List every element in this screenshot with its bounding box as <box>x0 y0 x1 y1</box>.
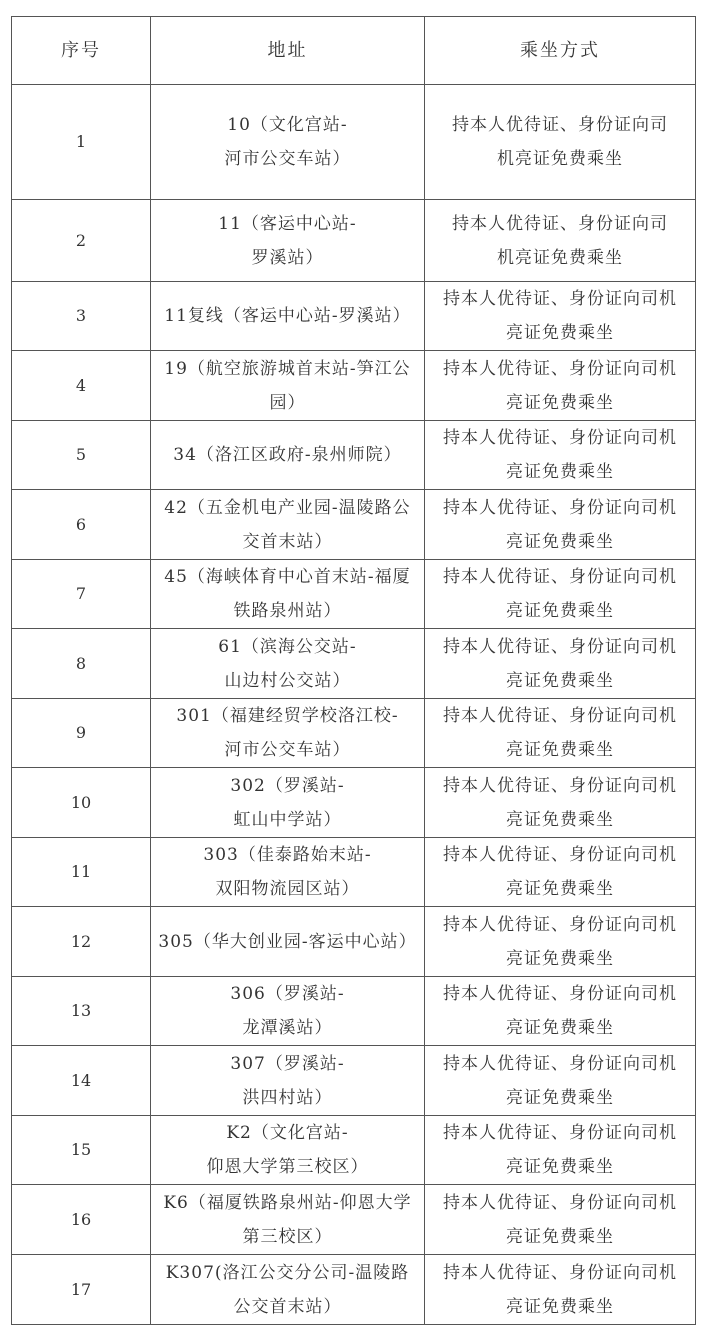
cell-index: 11 <box>12 838 151 907</box>
address-line: 山边村公交站） <box>224 670 351 691</box>
method-line: 亮证免费乘坐 <box>506 392 614 413</box>
address-line: 306（罗溪站- <box>230 984 345 1004</box>
table-row <box>12 1046 696 1116</box>
method-line: 机亮证免费乘坐 <box>497 247 623 268</box>
cell-index: 17 <box>12 1255 151 1325</box>
method-line: 持本人优待证、身份证向司机 <box>443 1262 677 1283</box>
cell-address <box>151 282 425 351</box>
method-line: 持本人优待证、身份证向司 <box>452 115 668 135</box>
method-line: 持本人优待证、身份证向司机 <box>443 914 677 935</box>
address-line: K307(洛江公交分公司-温陵路 <box>165 1262 410 1283</box>
address-line: 301（福建经贸学校洛江校- <box>176 706 399 726</box>
route-table-container <box>11 16 696 1325</box>
address-line: 307（罗溪站- <box>230 1053 345 1074</box>
table-row <box>12 560 696 629</box>
cell-address <box>151 351 425 421</box>
cell-method <box>425 421 696 490</box>
address-line: 园） <box>269 392 306 413</box>
method-line: 持本人优待证、身份证向司机 <box>443 358 677 379</box>
address-line: 虹山中学站） <box>233 809 342 830</box>
cell-index: 3 <box>12 282 151 351</box>
table-row <box>12 629 696 699</box>
method-line: 亮证免费乘坐 <box>506 1296 614 1317</box>
address-line: 42（五金机电产业园-温陵路公 <box>164 497 411 518</box>
cell-address <box>151 490 425 560</box>
cell-index: 15 <box>12 1116 151 1185</box>
header-index: 序号 <box>12 17 151 85</box>
cell-method <box>425 200 696 282</box>
address-line: 仰恩大学第三校区） <box>206 1157 369 1177</box>
address-line: 公交首末站） <box>233 1296 342 1317</box>
table-row <box>12 85 696 200</box>
cell-method <box>425 1046 696 1116</box>
table-row <box>12 838 696 907</box>
cell-index: 7 <box>12 560 151 629</box>
cell-index: 9 <box>12 699 151 768</box>
table-row <box>12 977 696 1046</box>
cell-index: 12 <box>12 907 151 977</box>
address-line: 河市公交车站） <box>224 740 351 760</box>
address-line: 双阳物流园区站） <box>215 879 360 899</box>
method-line: 亮证免费乘坐 <box>506 879 614 899</box>
table-header-row <box>12 17 696 85</box>
method-line: 亮证免费乘坐 <box>506 323 614 343</box>
method-line: 亮证免费乘坐 <box>506 809 614 830</box>
cell-index: 2 <box>12 200 151 282</box>
address-line: 302（罗溪站- <box>230 775 345 796</box>
method-line: 亮证免费乘坐 <box>506 1226 614 1247</box>
cell-address <box>151 768 425 838</box>
cell-method <box>425 768 696 838</box>
table-row <box>12 699 696 768</box>
cell-method <box>425 85 696 200</box>
cell-address <box>151 699 425 768</box>
method-line: 亮证免费乘坐 <box>506 531 614 552</box>
cell-method <box>425 629 696 699</box>
method-line: 持本人优待证、身份证向司机 <box>443 775 677 796</box>
cell-address <box>151 1255 425 1325</box>
table-row <box>12 490 696 560</box>
cell-index: 5 <box>12 421 151 490</box>
address-line: 11（客运中心站- <box>218 213 357 234</box>
table-row <box>12 1255 696 1325</box>
header-method: 乘坐方式 <box>425 17 696 85</box>
cell-method <box>425 1116 696 1185</box>
cell-address <box>151 560 425 629</box>
cell-index: 4 <box>12 351 151 421</box>
method-line: 亮证免费乘坐 <box>506 1157 614 1177</box>
method-line: 亮证免费乘坐 <box>506 601 614 621</box>
cell-address <box>151 1046 425 1116</box>
method-line: 机亮证免费乘坐 <box>497 149 623 169</box>
cell-method <box>425 977 696 1046</box>
method-line: 持本人优待证、身份证向司机 <box>443 1192 677 1213</box>
address-line: 19（航空旅游城首末站-笋江公 <box>164 358 411 379</box>
method-line: 亮证免费乘坐 <box>506 1087 614 1108</box>
method-line: 亮证免费乘坐 <box>506 462 614 482</box>
table-row <box>12 351 696 421</box>
method-line: 亮证免费乘坐 <box>506 1018 614 1038</box>
table-row <box>12 768 696 838</box>
address-line: 洪四村站） <box>242 1087 333 1108</box>
address-line: 河市公交车站） <box>224 149 351 169</box>
cell-address <box>151 1116 425 1185</box>
cell-index: 6 <box>12 490 151 560</box>
cell-method <box>425 907 696 977</box>
address-line: 305（华大创业园-客运中心站） <box>158 931 417 952</box>
address-line: 11复线（客运中心站-罗溪站） <box>164 306 411 326</box>
table-row <box>12 1116 696 1185</box>
table-row <box>12 907 696 977</box>
cell-method <box>425 282 696 351</box>
address-line: 第三校区） <box>242 1226 333 1247</box>
method-line: 持本人优待证、身份证向司机 <box>443 428 677 448</box>
table-row <box>12 200 696 282</box>
cell-index: 16 <box>12 1185 151 1255</box>
cell-address <box>151 421 425 490</box>
table-row <box>12 282 696 351</box>
address-line: 61（滨海公交站- <box>218 636 357 657</box>
address-line: 303（佳泰路始末站- <box>203 845 372 865</box>
cell-address <box>151 838 425 907</box>
cell-address <box>151 977 425 1046</box>
address-line: 铁路泉州站） <box>233 601 342 621</box>
cell-address <box>151 1185 425 1255</box>
route-table <box>11 16 696 1325</box>
cell-address <box>151 907 425 977</box>
cell-index: 13 <box>12 977 151 1046</box>
method-line: 持本人优待证、身份证向司机 <box>443 497 677 518</box>
method-line: 持本人优待证、身份证向司机 <box>443 289 677 309</box>
method-line: 亮证免费乘坐 <box>506 948 614 969</box>
cell-method <box>425 838 696 907</box>
cell-index: 8 <box>12 629 151 699</box>
cell-method <box>425 1185 696 1255</box>
table-row <box>12 1185 696 1255</box>
method-line: 持本人优待证、身份证向司机 <box>443 1053 677 1074</box>
cell-address <box>151 85 425 200</box>
method-line: 持本人优待证、身份证向司机 <box>443 984 677 1004</box>
address-line: 45（海峡体育中心首末站-福厦 <box>164 567 411 587</box>
address-line: 龙潭溪站） <box>242 1018 333 1038</box>
cell-address <box>151 629 425 699</box>
header-address: 地址 <box>151 17 425 85</box>
cell-method <box>425 699 696 768</box>
address-line: 34（洛江区政府-泉州师院） <box>173 445 402 465</box>
method-line: 持本人优待证、身份证向司 <box>452 213 668 234</box>
cell-index: 10 <box>12 768 151 838</box>
cell-method <box>425 351 696 421</box>
method-line: 持本人优待证、身份证向司机 <box>443 706 677 726</box>
method-line: 持本人优待证、身份证向司机 <box>443 1123 677 1143</box>
address-line: K2（文化宫站- <box>226 1123 349 1143</box>
method-line: 持本人优待证、身份证向司机 <box>443 845 677 865</box>
cell-method <box>425 560 696 629</box>
address-line: K6（福厦铁路泉州站-仰恩大学 <box>163 1192 412 1213</box>
method-line: 持本人优待证、身份证向司机 <box>443 636 677 657</box>
table-row <box>12 421 696 490</box>
cell-index: 1 <box>12 85 151 200</box>
cell-method <box>425 1255 696 1325</box>
cell-index: 14 <box>12 1046 151 1116</box>
cell-address <box>151 200 425 282</box>
method-line: 亮证免费乘坐 <box>506 670 614 691</box>
cell-method <box>425 490 696 560</box>
method-line: 持本人优待证、身份证向司机 <box>443 567 677 587</box>
address-line: 交首末站） <box>242 531 333 552</box>
address-line: 10（文化宫站- <box>227 115 348 135</box>
table-body <box>12 85 696 1325</box>
method-line: 亮证免费乘坐 <box>506 740 614 760</box>
address-line: 罗溪站） <box>251 247 324 268</box>
